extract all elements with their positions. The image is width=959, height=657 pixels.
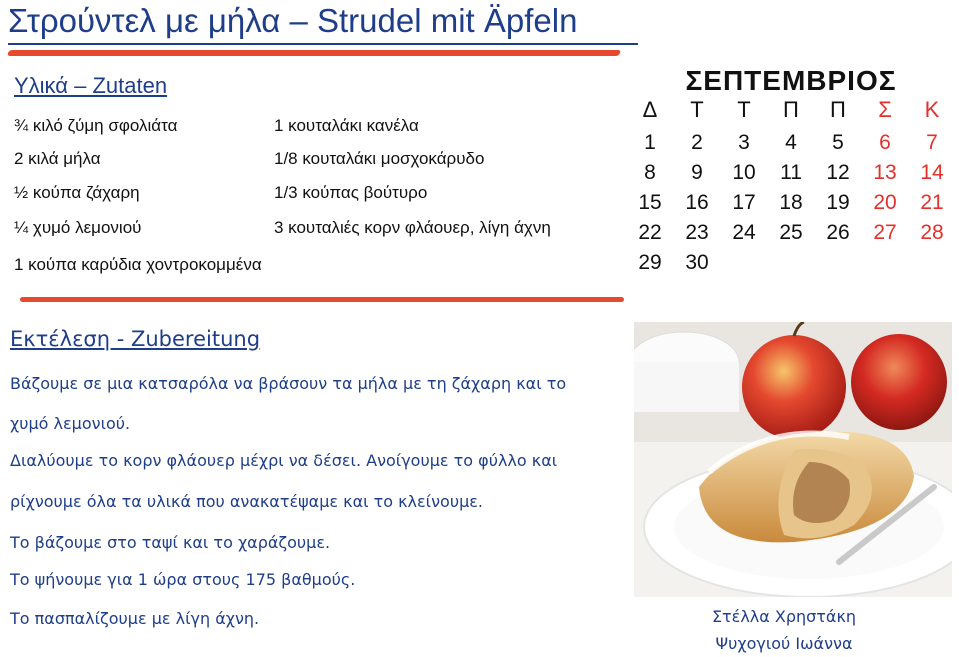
calendar-day: 22 [638,221,662,244]
calendar-day: 18 [779,191,803,214]
author-name: Στέλλα Χρηστάκη [711,607,857,626]
strudel-photo [634,322,952,597]
calendar-day: 11 [780,161,802,184]
calendar-day: 21 [920,191,944,214]
calendar-weekday: Τ [690,97,704,122]
calendar-day: 5 [832,131,844,154]
ingredient-item: 3 κουταλιές κορν φλάουερ, λίγη άχνη [274,218,551,237]
ingredient-item: 2 κιλά μήλα [14,149,101,168]
preparation-line: Βάζουμε σε μια κατσαρόλα να βράσουν τα μήλα με τη ζάχαρη και το [10,374,567,393]
calendar-day: 13 [873,161,897,184]
calendar-day: 12 [826,161,850,184]
calendar-day: 2 [691,131,703,154]
preparation-line: ρίχνουμε όλα τα υλικά που ανακατέψαμε και το κλείνουμε. [10,492,483,511]
calendar-day: 8 [644,161,656,184]
ingredient-item: ¼ χυμό λεμονιού [14,218,142,237]
calendar-day: 30 [685,251,709,274]
ingredient-item: 1/8 κουταλάκι μοσχοκάρυδο [274,149,485,168]
recipe-title: Στρούντελ με μήλα – Strudel mit Äpfeln [8,2,578,39]
calendar-day: 9 [691,161,703,184]
preparation-line: Το ψήνουμε για 1 ώρα στους 175 βαθμούς. [10,570,356,589]
calendar-day: 27 [873,221,897,244]
calendar-day: 14 [920,161,944,184]
calendar-day: 20 [873,191,897,214]
calendar-day: 24 [732,221,756,244]
strudel-illustration [634,322,952,597]
calendar-day: 17 [732,191,756,214]
calendar-day: 6 [879,131,891,154]
preparation-line: Το βάζουμε στο ταψί και το χαράζουμε. [10,533,331,552]
title-underline [8,43,638,45]
bottom-red-rule [20,297,624,302]
calendar-day: 4 [785,131,797,154]
ingredients-heading: Υλικά – Zutaten [14,73,168,98]
calendar-weekday: Κ [924,97,940,122]
calendar-day: 29 [638,251,662,274]
calendar-weekday: Σ [878,97,892,122]
calendar-weekday: Π [830,97,846,122]
september-calendar [625,57,957,303]
ingredient-item: 1/3 κούπας βούτυρο [274,183,428,202]
ingredient-item: 1 κούπα καρύδια χοντροκομμένα [14,255,262,274]
preparation-line: Διαλύουμε το κορν φλάουερ μέχρι να δέσει. Ανοίγουμε το φύλλο και [10,451,558,470]
ingredient-item: ½ κούπα ζάχαρη [14,183,140,202]
calendar-day: 16 [685,191,709,214]
top-red-rule [7,50,621,56]
preparation-line: Το πασπαλίζουμε με λίγη άχνη. [10,609,260,628]
calendar-day: 19 [826,191,850,214]
ingredient-item: ¾ κιλό ζύμη σφολιάτα [14,116,178,135]
calendar-day: 26 [826,221,850,244]
calendar-day: 23 [685,221,709,244]
calendar-day: 25 [779,221,803,244]
calendar-weekday: Τ [737,97,751,122]
preparation-heading: Εκτέλεση - Zubereitung [10,327,261,351]
calendar-day: 28 [920,221,944,244]
ingredient-item: 1 κουταλάκι κανέλα [274,116,419,135]
calendar-weekday: Π [783,97,799,122]
calendar-day: 15 [638,191,662,214]
calendar-month: ΣΕΠΤΕΜΒΡΙΟΣ [685,65,897,96]
calendar-weekday: Δ [642,97,658,122]
calendar-day: 10 [732,161,756,184]
preparation-line: χυμό λεμονιού. [10,414,131,433]
calendar-day: 1 [644,131,656,154]
calendar-day: 3 [738,131,750,154]
author-name: Ψυχογιού Ιωάννα [715,634,853,653]
calendar-day: 7 [926,131,938,154]
